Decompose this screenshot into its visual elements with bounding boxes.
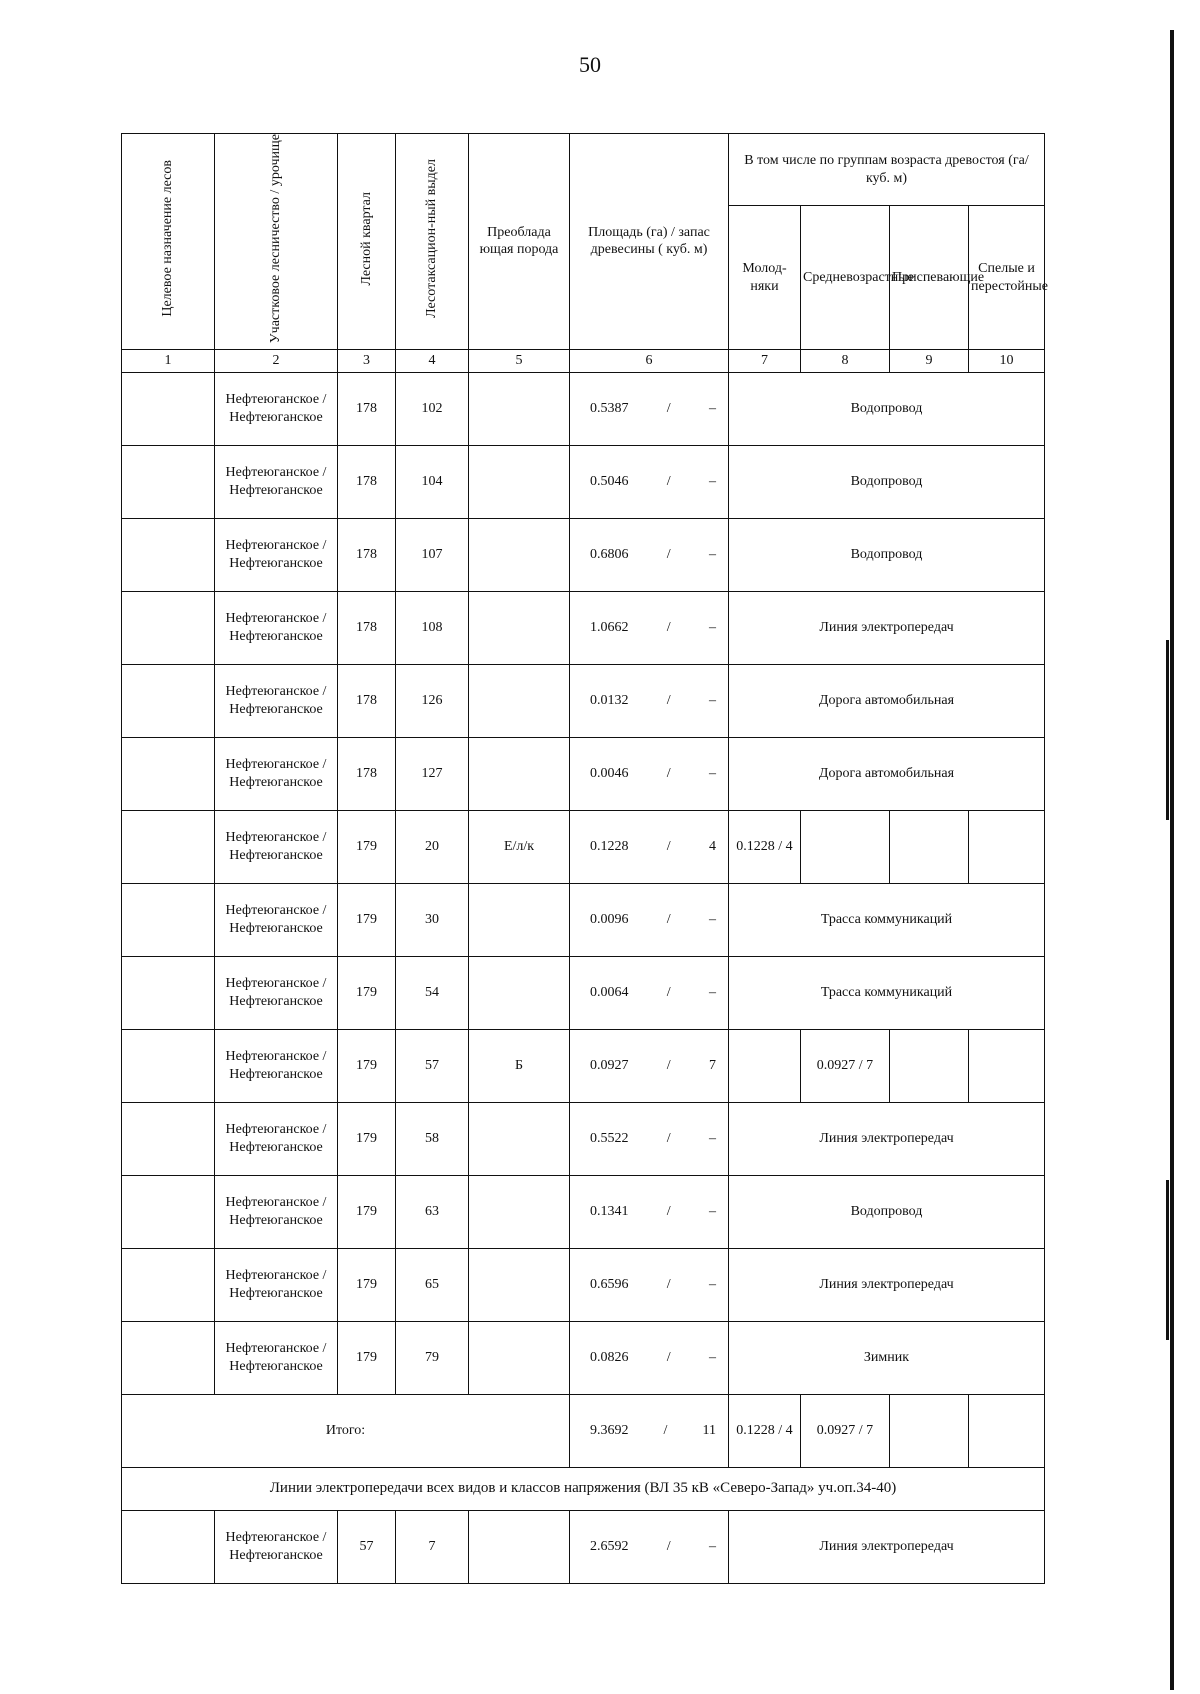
slash-separator: / xyxy=(663,1423,668,1438)
plot-cell: 107 xyxy=(396,518,469,591)
species-cell xyxy=(469,1510,570,1583)
area-value: 0.0826 xyxy=(590,1350,629,1365)
forestry-cell: Нефтеюганское / Нефтеюганское xyxy=(215,591,338,664)
plot-cell: 65 xyxy=(396,1248,469,1321)
species-cell: Е/л/к xyxy=(469,810,570,883)
young-cell xyxy=(729,1029,801,1102)
slash-separator: / xyxy=(666,839,671,854)
quarter-cell: 179 xyxy=(338,1248,396,1321)
plot-cell: 63 xyxy=(396,1175,469,1248)
area-volume-cell xyxy=(570,883,729,956)
area-volume-cell xyxy=(570,737,729,810)
note-cell: Линия электропередач xyxy=(729,1510,1045,1583)
header-middle-aged: Средневозрастные xyxy=(801,206,890,349)
column-number: 10 xyxy=(969,349,1045,372)
table-row xyxy=(122,1029,1045,1102)
purpose-cell xyxy=(122,1510,215,1583)
area-value: 0.5046 xyxy=(590,474,629,489)
note-cell: Дорога автомобильная xyxy=(729,664,1045,737)
area-value: 0.6806 xyxy=(590,547,629,562)
slash-separator: / xyxy=(666,620,671,635)
page-number: 50 xyxy=(579,52,601,77)
purpose-cell xyxy=(122,1321,215,1394)
forestry-cell: Нефтеюганское / Нефтеюганское xyxy=(215,1175,338,1248)
plot-cell: 108 xyxy=(396,591,469,664)
volume-value: – xyxy=(709,1277,716,1292)
species-cell xyxy=(469,1175,570,1248)
purpose-cell xyxy=(122,1102,215,1175)
header-purpose: Целевое назначение лесов xyxy=(122,134,215,350)
slash-separator: / xyxy=(666,766,671,781)
purpose-cell xyxy=(122,1248,215,1321)
quarter-cell: 179 xyxy=(338,956,396,1029)
species-cell xyxy=(469,372,570,445)
total-label: Итого: xyxy=(122,1394,570,1467)
species-cell xyxy=(469,591,570,664)
area-volume-cell xyxy=(570,664,729,737)
forestry-cell: Нефтеюганское / Нефтеюганское xyxy=(215,883,338,956)
area-value: 1.0662 xyxy=(590,620,629,635)
plot-cell: 126 xyxy=(396,664,469,737)
purpose-cell xyxy=(122,737,215,810)
area-volume-cell xyxy=(570,1029,729,1102)
note-cell: Линия электропередач xyxy=(729,591,1045,664)
quarter-cell: 179 xyxy=(338,1175,396,1248)
table-row xyxy=(122,1510,1045,1583)
forestry-cell: Нефтеюганское / Нефтеюганское xyxy=(215,1248,338,1321)
scan-edge xyxy=(1166,640,1169,820)
species-cell xyxy=(469,1102,570,1175)
area-volume-cell xyxy=(570,591,729,664)
purpose-cell xyxy=(122,664,215,737)
area-value: 0.0096 xyxy=(590,912,629,927)
table-row xyxy=(122,664,1045,737)
table-row xyxy=(122,956,1045,1029)
volume-value: 7 xyxy=(709,1058,716,1073)
slash-separator: / xyxy=(666,1277,671,1292)
mature-cell xyxy=(969,1394,1045,1467)
volume-value: – xyxy=(709,1204,716,1219)
volume-value: – xyxy=(709,985,716,1000)
slash-separator: / xyxy=(666,1131,671,1146)
forestry-cell: Нефтеюганское / Нефтеюганское xyxy=(215,1102,338,1175)
mature-cell xyxy=(969,1029,1045,1102)
young-cell: 0.1228 / 4 xyxy=(729,1394,801,1467)
quarter-cell: 57 xyxy=(338,1510,396,1583)
table-body xyxy=(122,372,1045,1583)
volume-value: – xyxy=(709,1350,716,1365)
table-row xyxy=(122,591,1045,664)
header-age-groups: В том числе по группам возраста древостоя (га/ куб. м) xyxy=(729,134,1045,206)
table-row xyxy=(122,1102,1045,1175)
plot-cell: 7 xyxy=(396,1510,469,1583)
purpose-cell xyxy=(122,956,215,1029)
slash-separator: / xyxy=(666,474,671,489)
column-number: 4 xyxy=(396,349,469,372)
area-volume-cell xyxy=(570,1510,729,1583)
header-ripening: Приспевающие xyxy=(890,206,969,349)
area-value: 0.0132 xyxy=(590,693,629,708)
forestry-cell: Нефтеюганское / Нефтеюганское xyxy=(215,810,338,883)
quarter-cell: 178 xyxy=(338,518,396,591)
forestry-cell: Нефтеюганское / Нефтеюганское xyxy=(215,1321,338,1394)
purpose-cell xyxy=(122,883,215,956)
purpose-cell xyxy=(122,591,215,664)
note-cell: Водопровод xyxy=(729,1175,1045,1248)
area-volume-cell xyxy=(570,1248,729,1321)
area-volume-cell xyxy=(570,445,729,518)
volume-value: – xyxy=(709,766,716,781)
quarter-cell: 178 xyxy=(338,664,396,737)
table-row xyxy=(122,445,1045,518)
quarter-cell: 179 xyxy=(338,1029,396,1102)
slash-separator: / xyxy=(666,1350,671,1365)
volume-value: – xyxy=(709,693,716,708)
area-volume-cell xyxy=(570,810,729,883)
section-header-row xyxy=(122,1467,1045,1510)
plot-cell: 57 xyxy=(396,1029,469,1102)
forestry-cell: Нефтеюганское / Нефтеюганское xyxy=(215,956,338,1029)
area-volume-cell xyxy=(570,518,729,591)
area-value: 0.6596 xyxy=(590,1277,629,1292)
quarter-cell: 179 xyxy=(338,883,396,956)
area-volume-cell xyxy=(570,1394,729,1467)
table-row xyxy=(122,883,1045,956)
header-species: Преоблада ющая порода xyxy=(469,134,570,350)
plot-cell: 30 xyxy=(396,883,469,956)
column-number: 3 xyxy=(338,349,396,372)
column-number: 9 xyxy=(890,349,969,372)
area-value: 0.0927 xyxy=(590,1058,629,1073)
section-title: Линии электропередачи всех видов и классов напряжения (ВЛ 35 кВ «Северо-Запад» уч.оп.34-40) xyxy=(122,1467,1045,1510)
slash-separator: / xyxy=(666,985,671,1000)
table-row xyxy=(122,737,1045,810)
forestry-cell: Нефтеюганское / Нефтеюганское xyxy=(215,737,338,810)
table-row xyxy=(122,1321,1045,1394)
volume-value: – xyxy=(709,1539,716,1554)
column-number: 7 xyxy=(729,349,801,372)
slash-separator: / xyxy=(666,1058,671,1073)
column-number: 8 xyxy=(801,349,890,372)
area-volume-cell xyxy=(570,1321,729,1394)
purpose-cell xyxy=(122,372,215,445)
slash-separator: / xyxy=(666,912,671,927)
header-mature: Спелые и перестойные xyxy=(969,206,1045,349)
volume-value: – xyxy=(709,912,716,927)
plot-cell: 127 xyxy=(396,737,469,810)
area-value: 0.5522 xyxy=(590,1131,629,1146)
area-volume-cell xyxy=(570,1175,729,1248)
volume-value: 4 xyxy=(709,839,716,854)
table-row xyxy=(122,810,1045,883)
table-row xyxy=(122,518,1045,591)
quarter-cell: 178 xyxy=(338,372,396,445)
ripening-cell xyxy=(890,1029,969,1102)
table-row xyxy=(122,372,1045,445)
forestry-cell: Нефтеюганское / Нефтеюганское xyxy=(215,1029,338,1102)
note-cell: Зимник xyxy=(729,1321,1045,1394)
column-number: 5 xyxy=(469,349,570,372)
purpose-cell xyxy=(122,445,215,518)
slash-separator: / xyxy=(666,693,671,708)
header-area: Площадь (га) / запас древесины ( куб. м) xyxy=(570,134,729,350)
quarter-cell: 179 xyxy=(338,1321,396,1394)
middle-aged-cell: 0.0927 / 7 xyxy=(801,1394,890,1467)
species-cell xyxy=(469,956,570,1029)
purpose-cell xyxy=(122,810,215,883)
scan-edge xyxy=(1170,30,1174,1690)
forestry-cell: Нефтеюганское / Нефтеюганское xyxy=(215,445,338,518)
area-value: 9.3692 xyxy=(590,1423,629,1438)
plot-cell: 104 xyxy=(396,445,469,518)
middle-aged-cell: 0.0927 / 7 xyxy=(801,1029,890,1102)
scan-edge xyxy=(1166,1180,1169,1340)
note-cell: Водопровод xyxy=(729,372,1045,445)
middle-aged-cell xyxy=(801,810,890,883)
column-numbers-row xyxy=(122,349,1045,372)
area-volume-cell xyxy=(570,956,729,1029)
volume-value: – xyxy=(709,547,716,562)
note-cell: Линия электропередач xyxy=(729,1248,1045,1321)
header-young: Молод-няки xyxy=(729,206,801,349)
ripening-cell xyxy=(890,810,969,883)
purpose-cell xyxy=(122,1175,215,1248)
header-quarter: Лесной квартал xyxy=(338,134,396,350)
slash-separator: / xyxy=(666,547,671,562)
column-number: 2 xyxy=(215,349,338,372)
plot-cell: 20 xyxy=(396,810,469,883)
quarter-cell: 179 xyxy=(338,810,396,883)
area-volume-cell xyxy=(570,1102,729,1175)
quarter-cell: 178 xyxy=(338,591,396,664)
area-value: 0.0046 xyxy=(590,766,629,781)
species-cell: Б xyxy=(469,1029,570,1102)
volume-value: 11 xyxy=(702,1423,716,1438)
forestry-cell: Нефтеюганское / Нефтеюганское xyxy=(215,1510,338,1583)
slash-separator: / xyxy=(666,401,671,416)
plot-cell: 54 xyxy=(396,956,469,1029)
purpose-cell xyxy=(122,1029,215,1102)
mature-cell xyxy=(969,810,1045,883)
column-number: 6 xyxy=(570,349,729,372)
note-cell: Трасса коммуникаций xyxy=(729,956,1045,1029)
species-cell xyxy=(469,664,570,737)
species-cell xyxy=(469,883,570,956)
total-row xyxy=(122,1394,1045,1467)
note-cell: Линия электропередач xyxy=(729,1102,1045,1175)
species-cell xyxy=(469,445,570,518)
forestry-cell: Нефтеюганское / Нефтеюганское xyxy=(215,518,338,591)
note-cell: Дорога автомобильная xyxy=(729,737,1045,810)
volume-value: – xyxy=(709,1131,716,1146)
young-cell: 0.1228 / 4 xyxy=(729,810,801,883)
purpose-cell xyxy=(122,518,215,591)
area-value: 0.1228 xyxy=(590,839,629,854)
quarter-cell: 179 xyxy=(338,1102,396,1175)
note-cell: Водопровод xyxy=(729,445,1045,518)
area-value: 0.1341 xyxy=(590,1204,629,1219)
plot-cell: 102 xyxy=(396,372,469,445)
area-value: 0.0064 xyxy=(590,985,629,1000)
header-forestry: Участковое лесничество / урочище xyxy=(215,134,338,350)
ripening-cell xyxy=(890,1394,969,1467)
quarter-cell: 178 xyxy=(338,445,396,518)
volume-value: – xyxy=(709,474,716,489)
table-row xyxy=(122,1175,1045,1248)
species-cell xyxy=(469,1248,570,1321)
species-cell xyxy=(469,737,570,810)
table-row xyxy=(122,1248,1045,1321)
volume-value: – xyxy=(709,620,716,635)
plot-cell: 58 xyxy=(396,1102,469,1175)
note-cell: Водопровод xyxy=(729,518,1045,591)
plot-cell: 79 xyxy=(396,1321,469,1394)
forestry-cell: Нефтеюганское / Нефтеюганское xyxy=(215,372,338,445)
quarter-cell: 178 xyxy=(338,737,396,810)
header-plot: Лесотаксацион-ный выдел xyxy=(396,134,469,350)
area-volume-cell xyxy=(570,372,729,445)
volume-value: – xyxy=(709,401,716,416)
area-value: 2.6592 xyxy=(590,1539,629,1554)
forestry-cell: Нефтеюганское / Нефтеюганское xyxy=(215,664,338,737)
species-cell xyxy=(469,1321,570,1394)
note-cell: Трасса коммуникаций xyxy=(729,883,1045,956)
forest-plots-table xyxy=(121,133,1049,1584)
species-cell xyxy=(469,518,570,591)
slash-separator: / xyxy=(666,1539,671,1554)
slash-separator: / xyxy=(666,1204,671,1219)
column-number: 1 xyxy=(122,349,215,372)
area-value: 0.5387 xyxy=(590,401,629,416)
